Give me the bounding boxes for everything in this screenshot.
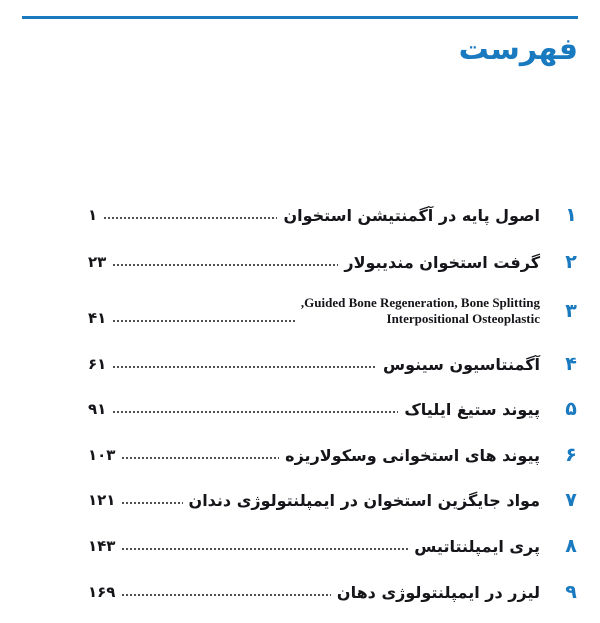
chapter-number: ۳ (565, 300, 577, 322)
page-number: ۱۲۱ (88, 491, 116, 509)
chapter-title: اصول پایه در آگمنتیشن استخوان (283, 205, 540, 225)
chapter-number: ۵ (565, 398, 577, 420)
page-number: ۹۱ (88, 400, 107, 418)
chapter-title: گرفت استخوان مندیبولار (344, 252, 540, 272)
dot-leader (112, 366, 377, 368)
dot-leader (121, 548, 408, 550)
header-rule (22, 16, 578, 19)
chapter-title-line-2: Interpositional Osteoplastic (386, 311, 540, 326)
dot-leader (121, 457, 279, 459)
chapter-number: ۶ (565, 444, 577, 466)
dot-leader (112, 264, 338, 266)
page-number: ۲۳ (88, 253, 107, 271)
toc-entry-6[interactable] (88, 444, 586, 466)
dot-leader (112, 411, 398, 413)
dot-leader (112, 320, 295, 322)
chapter-title (301, 295, 540, 327)
page-number: ۱۰۳ (88, 446, 116, 464)
toc-entry-1[interactable] (88, 204, 586, 226)
toc-entry-7[interactable] (88, 489, 586, 511)
chapter-title: پیوند ستیغ ایلیاک (404, 399, 540, 419)
page-number: ۶۱ (88, 355, 107, 373)
page-number: ۱۴۳ (88, 537, 116, 555)
page-number: ۱۶۹ (88, 583, 116, 601)
chapter-title: مواد جایگزین استخوان در ایمپلنتولوژی دندان (188, 490, 540, 510)
toc-entry-2[interactable] (88, 251, 586, 273)
chapter-number: ۲ (565, 251, 577, 273)
toc-entry-3[interactable] (88, 295, 586, 327)
toc-entry-5[interactable] (88, 398, 586, 420)
chapter-title-line-1: Guided Bone Regeneration, Bone Splitting, (300, 295, 540, 310)
page-title: فهرست (458, 32, 578, 67)
toc-entry-8[interactable] (88, 535, 586, 557)
dot-leader (121, 502, 182, 504)
toc-entry-9[interactable] (88, 581, 586, 603)
toc-entry-4[interactable] (88, 353, 586, 375)
chapter-title: آگمنتاسیون سینوس (382, 354, 540, 374)
chapter-title: پری ایمپلنتاتیس (414, 536, 540, 556)
chapter-title: پیوند های استخوانی وسکولاریزه (285, 445, 540, 465)
chapter-number: ۴ (565, 353, 577, 375)
page-number: ۱ (88, 206, 98, 224)
chapter-number: ۱ (565, 204, 577, 226)
chapter-number: ۸ (565, 535, 577, 557)
chapter-title: لیزر در ایمپلنتولوژی دهان (336, 582, 540, 602)
dot-leader (121, 594, 330, 596)
page-number: ۴۱ (88, 309, 107, 327)
dot-leader (103, 217, 277, 219)
chapter-number: ۹ (565, 581, 577, 603)
chapter-number: ۷ (565, 489, 577, 511)
